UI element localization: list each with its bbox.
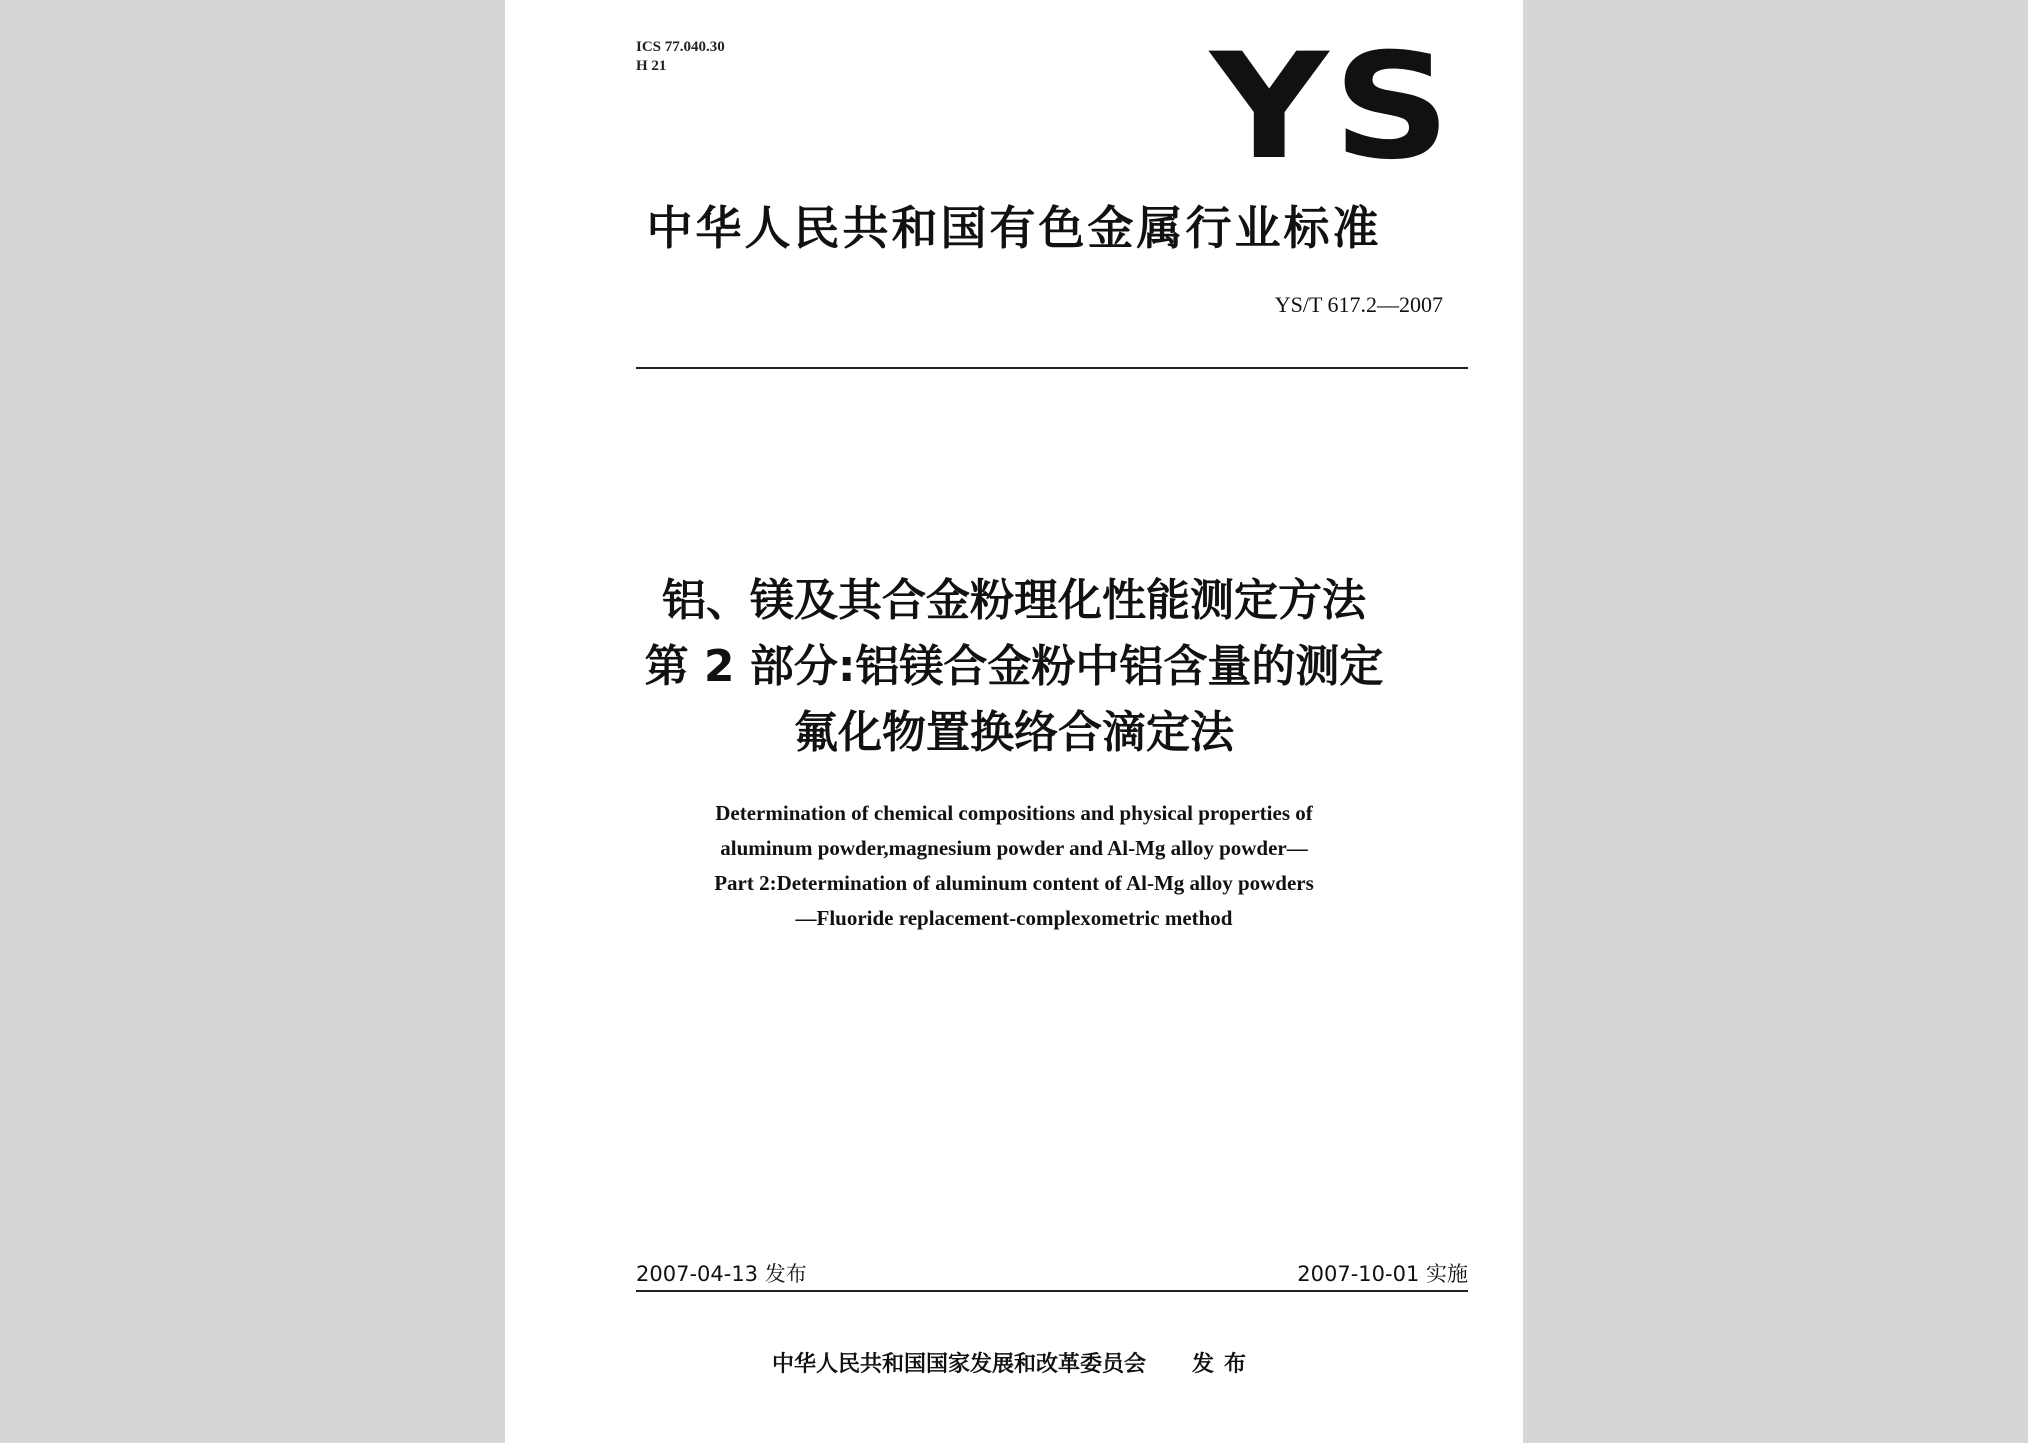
ics-code: ICS 77.040.30: [636, 39, 725, 55]
publisher-name: 中华人民共和国国家发展和改革委员会: [771, 1352, 1146, 1377]
implementation-date: 2007-10-01 实施: [1297, 1262, 1468, 1286]
publisher-action: 发布: [1192, 1352, 1257, 1377]
industry-standard-title: 中华人民共和国有色金属行业标准: [646, 201, 1382, 255]
ccs-code: H 21: [636, 58, 667, 74]
header-divider: [636, 367, 1468, 369]
chinese-title: [505, 568, 1523, 766]
standard-number: YS/T 617.2—2007: [1274, 292, 1443, 317]
english-title-line-2: aluminum powder,magnesium powder and Al-Mg alloy powder—: [720, 836, 1308, 860]
footer-divider: [636, 1290, 1468, 1292]
document-page: [505, 0, 1523, 1443]
chinese-title-line-2: 第 2 部分:铝镁合金粉中铝含量的测定: [644, 641, 1384, 692]
classification-codes: [636, 38, 725, 76]
english-title-line-1: Determination of chemical compositions and physical properties of: [715, 801, 1313, 825]
english-title: [505, 796, 1523, 936]
issue-date: 2007-04-13 发布: [636, 1262, 807, 1286]
ys-logo: YS: [1210, 22, 1456, 192]
english-title-line-4: —Fluoride replacement-complexometric method: [795, 906, 1233, 930]
publisher-line: [505, 1347, 1523, 1378]
chinese-title-line-1: 铝、镁及其合金粉理化性能测定方法: [662, 575, 1366, 626]
english-title-line-3: Part 2:Determination of aluminum content of Al-Mg alloy powders: [714, 871, 1314, 895]
chinese-title-line-3: 氟化物置换络合滴定法: [794, 707, 1234, 758]
